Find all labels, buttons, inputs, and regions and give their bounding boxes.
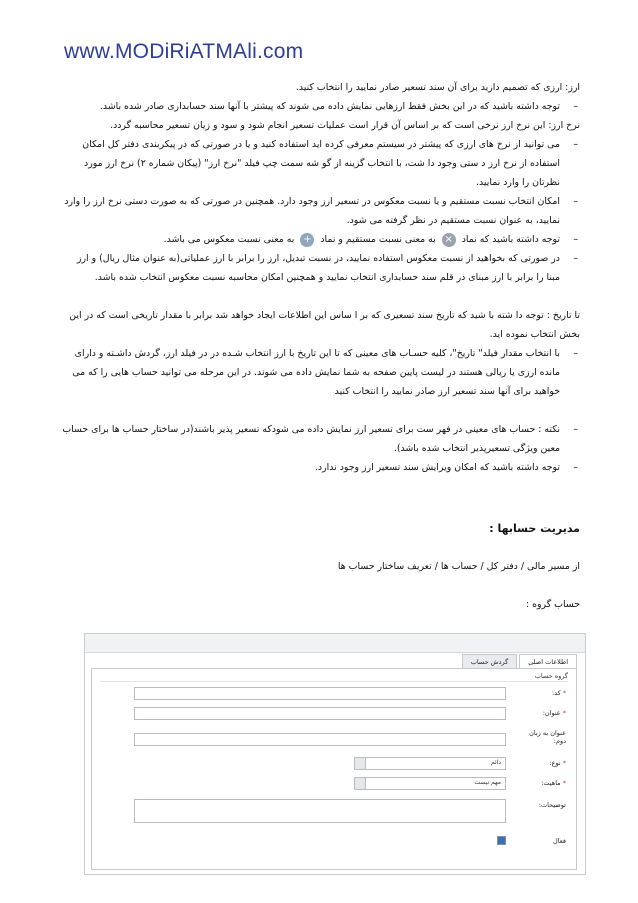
nature-value: مهم نیست [474,779,501,786]
title-lang-input[interactable] [134,733,506,746]
form-toolbar [85,634,585,653]
row-nature [106,777,566,791]
row-title [106,707,566,721]
symbols-text-b: به معنی نسبت مستقیم و نماد [320,234,436,245]
paragraph-rate: نرخ ارز: این نرخ ارز نرخی است که بر اساس آن قرار است عملیات تسعیر انجام شود و سود و زیان تسعیر محاسبه گردد. [110,120,580,131]
form-tabs [462,654,577,669]
code-label: * کد: [551,689,566,697]
title-lang-label: عنوان به زبان دوم: [529,729,566,745]
document-body [62,78,580,614]
section-heading: مدیریت حسابها : [489,522,580,535]
code-input[interactable] [134,687,506,700]
figure-caption: حساب گروه : [525,599,580,610]
bullet-inverse-ratio: – در صورتی که بخواهید از نسبت معکوس استفاده نمایید، در نسبت تبدیل، ارز را برابر با ارز عملیاتی(به عنوان مثال ریال) و ارز مبنا را برابر با ارز مبنای در قلم سند حسابداری انتخاب نمایید و همچنین امکان محاسبه نسبت معکوس انتخاب شده باشد. [62,249,580,287]
bullet-currency-note: – توجه داشته باشید که در این بخش فقط ارزهایی نمایش داده می شوند که پیشتر با آنها سند حسابداری صادر شده باشد. [62,97,580,116]
active-checkbox[interactable] [497,836,506,845]
row-title-lang [106,727,566,751]
row-type [106,757,566,771]
tab-main-info[interactable]: اطلاعات اصلی [519,654,577,669]
bullet-rate-manual: – می توانید از نرخ های ارزی که پیشتر در سیستم معرفی کرده اید استفاده کنید و یا در صورتی که در پیکربندی دفتر کل امکان استفاده از نرخ ارز د ستی وجود دا شت، با انتخاب گزینه از گو شه سمت چپ فیلد "نرخ ارز" (پیکان شماره ۲) نرخ ارز مورد نظرتان را وارد نمایید. [62,135,580,192]
group-title: گروه حساب [534,672,568,680]
type-value: دائم [490,759,501,766]
group-divider [100,681,568,682]
title-label: * عنوان: [542,709,566,717]
tab-account-flow[interactable]: گردش حساب [462,654,518,669]
site-url[interactable]: www.MODiRiATMAli.com [64,40,304,63]
bullet-date-field: – با انتخاب مقدار فیلد" تاریخ"، کلیه حسـاب های معینی که تا این تاریخ با ارز انتخاب شـده در در فیلد ارز، گردش داشـته و دارای مانده ارزی یا ریالی هستند در لیست پایین صفحه به شما نمایش داده می شوند. در این مرحله می توانید حساب هایی را که می خواهید برای آنها سند تسعیر ارز صادر نمایید را انتخاب کنید [62,344,580,401]
bullet-no-edit: – توجه داشته باشید که امکان ویرایش سند تسعیر ارز وجود ندارد. [62,458,580,477]
paragraph-currency: ارز: ارزی که تصمیم دارید برای آن سند تسعیر صادر نمایید را انتخاب کنید. [295,82,580,93]
bullet-note-revaluable: – نکته : حساب های معینی در فهر ست برای تسعیر ارز نمایش داده می شودکه تسعیر پذیر باشند(در ساختار حساب ها برای حساب معین ویژگی تسعیرپذیر انتخاب شده باشد). [62,420,580,458]
row-description [106,799,566,825]
symbols-text-c: به معنی نسبت معکوس می باشد. [163,234,295,245]
bullet-rate-direction: – امکان انتخاب نسبت مستقیم و یا نسبت معکوس در تسعیر ارز وجود دارد. همچنین در صورتی که به صورت دستی نرخ ارز را وارد نمایید، به عنوان نسبت مستقیم در نظر گرفته می شود. [62,192,580,230]
type-select[interactable] [354,757,506,770]
form-panel [91,668,577,870]
row-code [106,687,566,701]
row-active [106,835,566,849]
bullet-symbols [62,230,580,249]
paragraph-to-date: تا تاریخ : توجه دا شته با شید که تاریخ سند تسعیری که بر ا ساس این اطلاعات ایجاد خواهد شد برابر با مقدار تاریخی است که در این بخش انتخاب نموده اید. [69,310,580,340]
inverse-ratio-icon: + [300,233,314,247]
description-textarea[interactable] [134,799,506,823]
active-label: فعال [553,837,566,845]
title-input[interactable] [134,707,506,720]
type-label: * نوع: [549,759,566,767]
nature-label: * ماهیت: [541,779,566,787]
menu-path: از مسیر مالی / دفتر کل / حساب ها / تعریف ساختار حساب ها [337,561,580,572]
account-group-form-screenshot [84,633,586,875]
direct-ratio-icon: × [442,233,456,247]
description-label: توضیحات: [538,801,566,809]
symbols-text-a: توجه داشته باشید که نماد [461,234,560,245]
nature-select[interactable] [354,777,506,790]
